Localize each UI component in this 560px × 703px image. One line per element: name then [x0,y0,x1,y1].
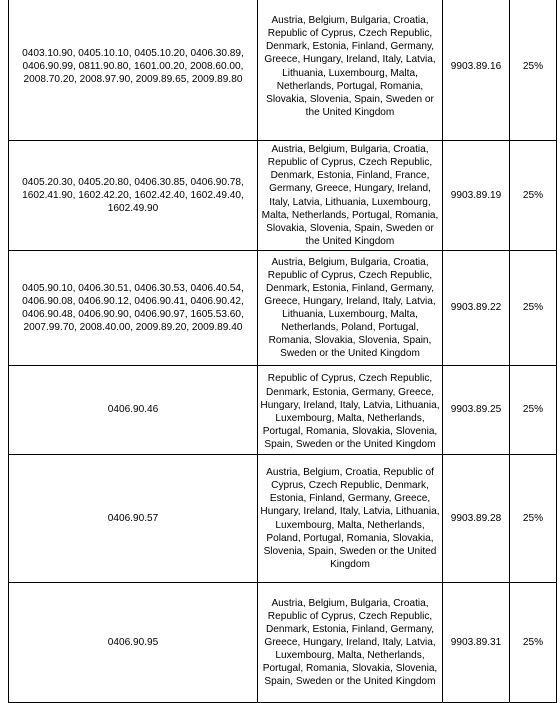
hts-codes-cell [9,366,258,455]
countries-cell [258,366,443,455]
hts-codes-cell [9,141,258,251]
heading-cell [443,455,510,583]
rate-cell [510,583,557,703]
countries-text: Austria, Belgium, Bulgaria, Croatia, Republic of Cyprus, Czech Republic, Denmark, Estonia, Finland, Germany, Greece, Hungary, Ireland, Italy, Latvia, Luxembourg, Malta, Netherlands, Portugal, Romania, Slovakia, Slovenia, Spain, Sweden or the United Kingdom [262,597,438,688]
hts-codes-text: 0406.90.46 [107,404,159,416]
countries-cell [258,251,443,366]
table-row [9,455,557,583]
heading-text: 9903.89.28 [450,512,502,524]
table-row [9,141,557,251]
hts-codes-text: 0406.90.95 [107,636,159,648]
rate-text: 25% [522,60,544,72]
rate-cell [510,0,557,141]
countries-text: Republic of Cyprus, Czech Republic, Denmark, Estonia, Germany, Greece, Hungary, Ireland, Italy, Latvia, Lithuania, Luxembourg, Malta, Netherlands, Portugal, Romania, Slovakia, Slovenia, Spain, Sweden or the United Kingdom [260,373,440,450]
hts-codes-cell [9,455,258,583]
countries-text: Austria, Belgium, Croatia, Republic of Cyprus, Czech Republic, Denmark, Estonia, Finland, Germany, Greece, Hungary, Ireland, Italy, Latvia, Lithuania, Luxembourg, Malta, Netherlands, Poland, Portugal, Romania, Slovakia, Slovenia, Spain, Sweden or the United Kingdom [260,467,440,570]
hts-codes-cell [9,0,258,141]
rate-cell [510,455,557,583]
heading-text: 9903.89.31 [450,636,502,648]
table-row [9,251,557,366]
countries-cell [258,455,443,583]
table-row [9,366,557,455]
rate-text: 25% [522,302,544,314]
hts-codes-text: 0403.10.90, 0405.10.10, 0405.10.20, 0406.30.89, 0406.90.99, 0811.90.80, 1601.00.20, 2008.60.00, 2008.70.20, 2008.97.90, 2009.89.65, 2009.89.80 [22,47,244,86]
countries-clip [258,366,442,454]
hts-codes-cell [9,251,258,366]
heading-cell [443,583,510,703]
hts-codes-text: 0406.90.57 [107,512,159,524]
countries-text: Austria, Belgium, Bulgaria, Croatia, Republic of Cyprus, Czech Republic, Denmark, Estonia, Finland, France, Germany, Greece, Hungary, Ireland, Italy, Latvia, Lithuania, Luxembourg, Malta, Netherlands, Portugal, Romania, Slovakia, Slovenia, Spain, Sweden or the United Kingdom [261,144,439,247]
countries-cell [258,141,443,251]
rate-cell [510,141,557,251]
hts-codes-cell [9,583,258,703]
heading-text: 9903.89.25 [450,404,502,416]
tariff-table [8,0,557,703]
countries-text: Austria, Belgium, Bulgaria, Croatia, Republic of Cyprus, Czech Republic, Denmark, Estonia, Finland, Germany, Greece, Hungary, Ireland, Italy, Latvia, Lithuania, Luxembourg, Malta, Netherlands, Poland, Portugal, Romania, Slovakia, Slovenia, Spain, Sweden or the United Kingdom [264,256,436,360]
rate-text: 25% [522,636,544,648]
rate-text: 25% [522,512,544,524]
rate-text: 25% [522,404,544,416]
table-row [9,583,557,703]
countries-cell [258,583,443,703]
heading-cell [443,366,510,455]
hts-codes-text: 0405.20.30, 0405.20.80, 0406.30.85, 0406.90.78, 1602.41.90, 1602.42.20, 1602.42.40, 1602.49.40, 1602.49.90 [22,176,244,215]
hts-codes-text: 0405.90.10, 0406.30.51, 0406.30.53, 0406.40.54, 0406.90.08, 0406.90.12, 0406.90.41, 0406.90.42, 0406.90.48, 0406.90.90, 0406.90.97, 1605.53.60, 2007.99.70, 2008.40.00, 2009.89.20, 2009.89.40 [22,282,244,334]
countries-text: Austria, Belgium, Bulgaria, Croatia, Republic of Cyprus, Czech Republic, Denmark, Estonia, Finland, Germany, Greece, Hungary, Ireland, Italy, Latvia, Lithuania, Luxembourg, Malta, Netherlands, Portugal, Romania, Slovakia, Slovenia, Spain, Sweden or the United Kingdom [264,15,436,118]
heading-cell [443,141,510,251]
heading-text: 9903.89.16 [450,60,502,72]
heading-text: 9903.89.22 [450,302,502,314]
rate-text: 25% [522,189,544,201]
table-row [9,0,557,141]
countries-cell [258,0,443,141]
rate-cell [510,366,557,455]
rate-cell [510,251,557,366]
heading-cell [443,0,510,141]
heading-text: 9903.89.19 [450,189,502,201]
heading-cell [443,251,510,366]
